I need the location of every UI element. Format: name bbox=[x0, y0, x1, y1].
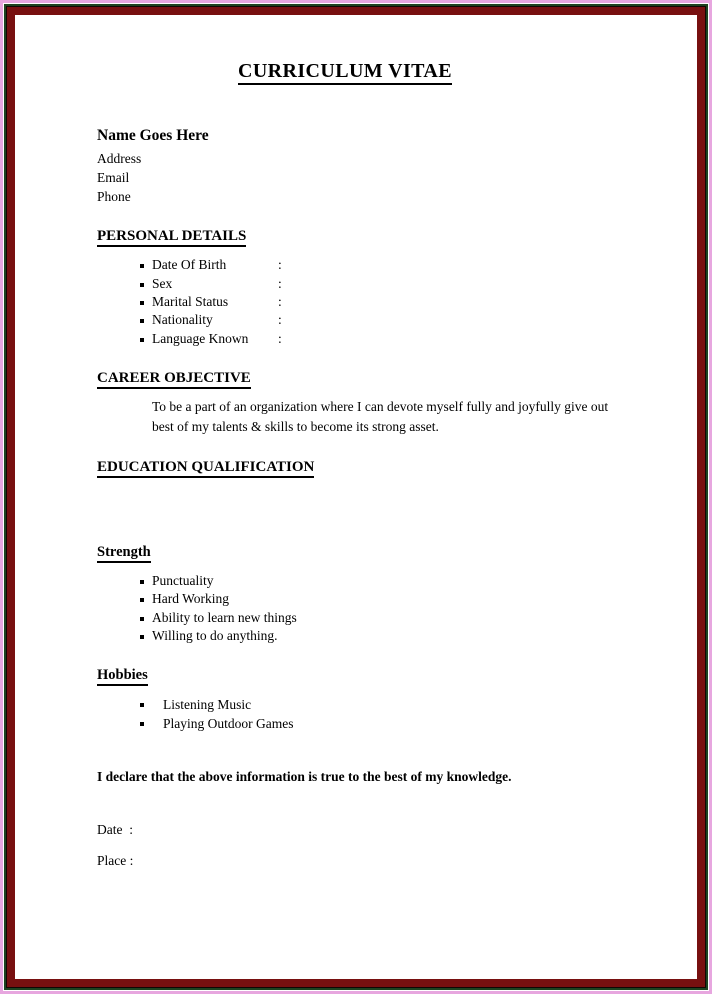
section-heading-hobbies-text: Hobbies bbox=[97, 667, 148, 686]
education-qualification-empty-area bbox=[97, 476, 675, 522]
page-border-black-line bbox=[6, 6, 706, 988]
document-content bbox=[97, 60, 675, 979]
section-heading-hobbies bbox=[97, 667, 675, 684]
page-title bbox=[97, 60, 675, 83]
page-border-white-gap bbox=[3, 3, 709, 991]
hobbies-list bbox=[97, 695, 675, 733]
list-item bbox=[97, 330, 675, 348]
list-item bbox=[97, 275, 675, 293]
document-page bbox=[15, 15, 697, 979]
career-objective-body: To be a part of an organization where I can devote myself fully and joyfully give out best of my talents & skills to become its strong asset. bbox=[152, 398, 609, 434]
date-label: Date : bbox=[97, 821, 133, 837]
section-heading-education-qualification bbox=[97, 459, 675, 476]
candidate-email: Email bbox=[97, 169, 130, 185]
declaration-statement: I declare that the above information is true to the best of my knowledge. bbox=[97, 768, 512, 784]
candidate-name: Name Goes Here bbox=[97, 127, 209, 144]
list-item: Hard Working bbox=[97, 590, 675, 608]
list-item bbox=[97, 311, 675, 329]
contact-block bbox=[97, 127, 675, 206]
section-heading-strength-text: Strength bbox=[97, 544, 151, 563]
page-border-green-line bbox=[4, 4, 708, 990]
personal-detail-label: Date Of Birth bbox=[152, 257, 227, 273]
personal-detail-separator: : bbox=[278, 312, 282, 328]
candidate-phone: Phone bbox=[97, 188, 131, 204]
list-item bbox=[97, 256, 675, 274]
list-item: Listening Music bbox=[97, 695, 675, 714]
section-heading-career-objective-text: CAREER OBJECTIVE bbox=[97, 370, 251, 389]
personal-detail-separator: : bbox=[278, 330, 282, 346]
signoff-block bbox=[97, 823, 675, 868]
list-item: Ability to learn new things bbox=[97, 609, 675, 627]
section-heading-strength bbox=[97, 544, 675, 561]
personal-details-list bbox=[97, 256, 675, 348]
personal-detail-label: Nationality bbox=[152, 312, 213, 328]
list-item: Willing to do anything. bbox=[97, 627, 675, 645]
candidate-address: Address bbox=[97, 151, 142, 167]
personal-detail-label: Marital Status bbox=[152, 293, 229, 309]
personal-detail-separator: : bbox=[278, 275, 282, 291]
place-label: Place : bbox=[97, 853, 134, 869]
personal-detail-label: Language Known bbox=[152, 330, 249, 346]
list-item bbox=[97, 293, 675, 311]
page-title-text: CURRICULUM VITAE bbox=[238, 60, 452, 85]
section-heading-personal-details-text: PERSONAL DETAILS bbox=[97, 228, 246, 247]
list-item: Punctuality bbox=[97, 572, 675, 590]
personal-detail-separator: : bbox=[278, 293, 282, 309]
section-heading-education-qualification-text: EDUCATION QUALIFICATION bbox=[97, 459, 314, 478]
list-item: Playing Outdoor Games bbox=[97, 714, 675, 733]
personal-detail-label: Sex bbox=[152, 275, 173, 291]
page-border-maroon-band bbox=[7, 7, 705, 987]
section-heading-personal-details bbox=[97, 228, 675, 245]
section-heading-career-objective bbox=[97, 370, 675, 387]
personal-detail-separator: : bbox=[278, 257, 282, 273]
strength-list bbox=[97, 572, 675, 645]
